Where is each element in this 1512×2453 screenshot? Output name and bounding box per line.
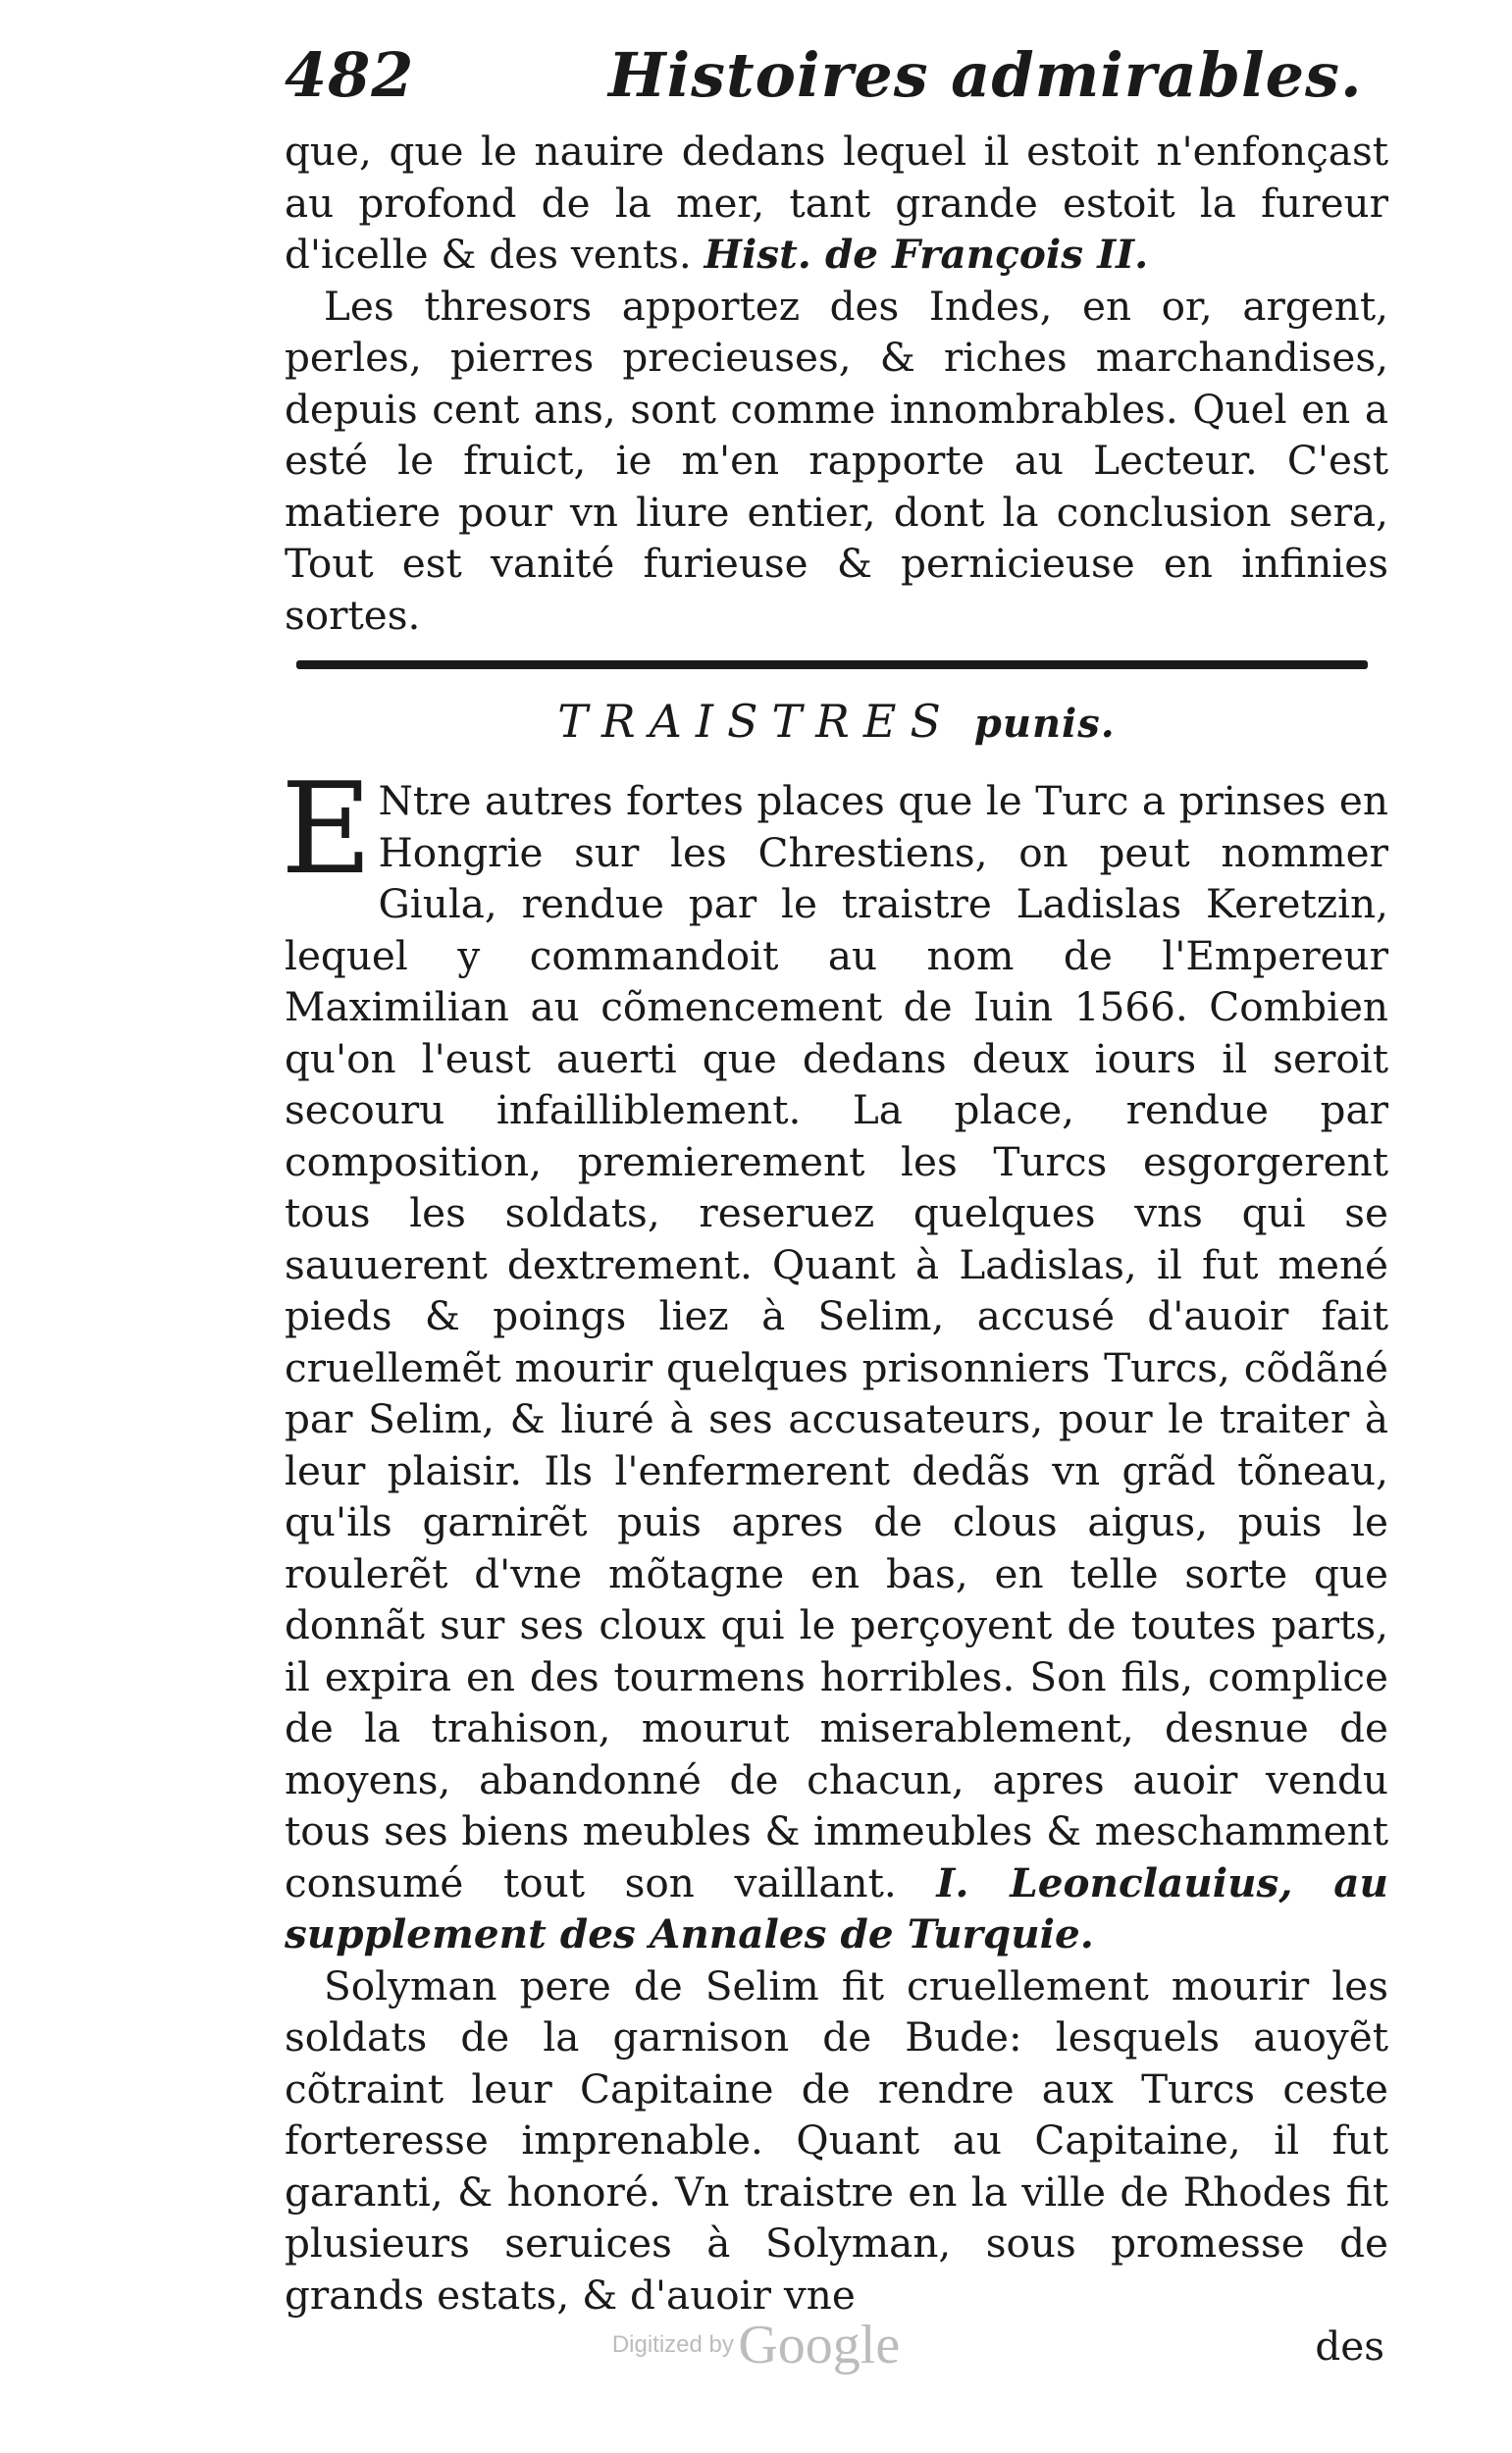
- section-divider: [296, 660, 1368, 669]
- book-page: [281, 39, 1388, 2372]
- watermark-prefix: Digitized by: [611, 2331, 734, 2358]
- running-title: Histoires admirables.: [608, 39, 1363, 111]
- section-title: TRAISTRES: [557, 695, 955, 748]
- body-paragraph-2: Solyman pere de Selim fit cruellement mourir les soldats de la garnison de Bude: lesquels auoyẽt cõtraint leur Capitaine de rendre aux Turcs ceste forteresse imprenable. Quant au Capitaine, il fut garanti, & honoré. Vn traistre en la ville de Rhodes fit plusieurs seruices à Solyman, sous promesse de grands estats, & d'auoir vne: [285, 1961, 1388, 2319]
- running-head: [285, 39, 1388, 126]
- intro-paragraph-1: [285, 126, 1388, 281]
- section-heading: [285, 687, 1388, 775]
- body-paragraph-1-text: Ntre autres fortes places que le Turc a prinses en Hongrie sur les Chrestiens, on peut nommer Giula, rendue par le traistre Ladislas Keretzin, lequel y commandoit au nom de l'Empereur Maximilian au cõmencement de Iuin 1566. Combien qu'on l'eust auerti que dedans deux iours il seroit secouru infailliblement. La place, rendue par composition, premierement les Turcs esgorgerent tous les soldats, reseruez quelques vns qui se sauuerent dextrement. Quant à Ladislas, il fut mené pieds & poings liez à Selim, accusé d'auoir fait cruellemẽt mourir quelques prisonniers Turcs, cõdãné par Selim, & liuré à ses accusateurs, pour le traiter à leur plaisir. Ils l'enfermerent dedãs vn grãd tõneau, qu'ils garnirẽt puis apres de clous aigus, puis le roulerẽt d'vne mõtagne en bas, en telle sorte que donnãt sur ses cloux qui le perçoyent de toutes parts, il expira en des tourmens horribles. Son fils, complice de la trahison, mourut miserablement, desnue de moyens, abandonné de chacun, apres auoir vendu tous ses biens meubles & immeubles & meschamment consumé tout son vaillant.: [285, 777, 1388, 1906]
- intro-paragraph-1-text: que, que le nauire dedans lequel il estoit n'enfonçast au profond de la mer, tant grande estoit la fureur d'icelle & des vents.: [285, 128, 1388, 278]
- intro-text: [285, 126, 1388, 641]
- drop-cap: E: [281, 757, 373, 903]
- body-paragraph-1-citation: I. Leonclauius, au supplement des Annales de Turquie.: [285, 1858, 1388, 1957]
- body-paragraph-1: [281, 757, 1388, 1960]
- section-subtitle: punis.: [973, 701, 1116, 747]
- page-number: 482: [285, 39, 415, 111]
- digitized-watermark: [0, 2314, 1512, 2376]
- intro-paragraph-1-citation: Hist. de François II.: [704, 231, 1149, 278]
- watermark-brand: Google: [738, 2315, 901, 2375]
- intro-paragraph-2: Les thresors apportez des Indes, en or, argent, perles, pierres precieuses, & riches marchandises, depuis cent ans, sont comme innombrables. Quel en a esté le fruict, ie m'en rapporte au Lecteur. C'est matiere pour vn liure entier, dont la conclusion sera, Tout est vanité furieuse & pernicieuse en infinies sortes.: [285, 282, 1388, 639]
- catchword: des: [1315, 2323, 1384, 2370]
- body-text: [281, 757, 1388, 2321]
